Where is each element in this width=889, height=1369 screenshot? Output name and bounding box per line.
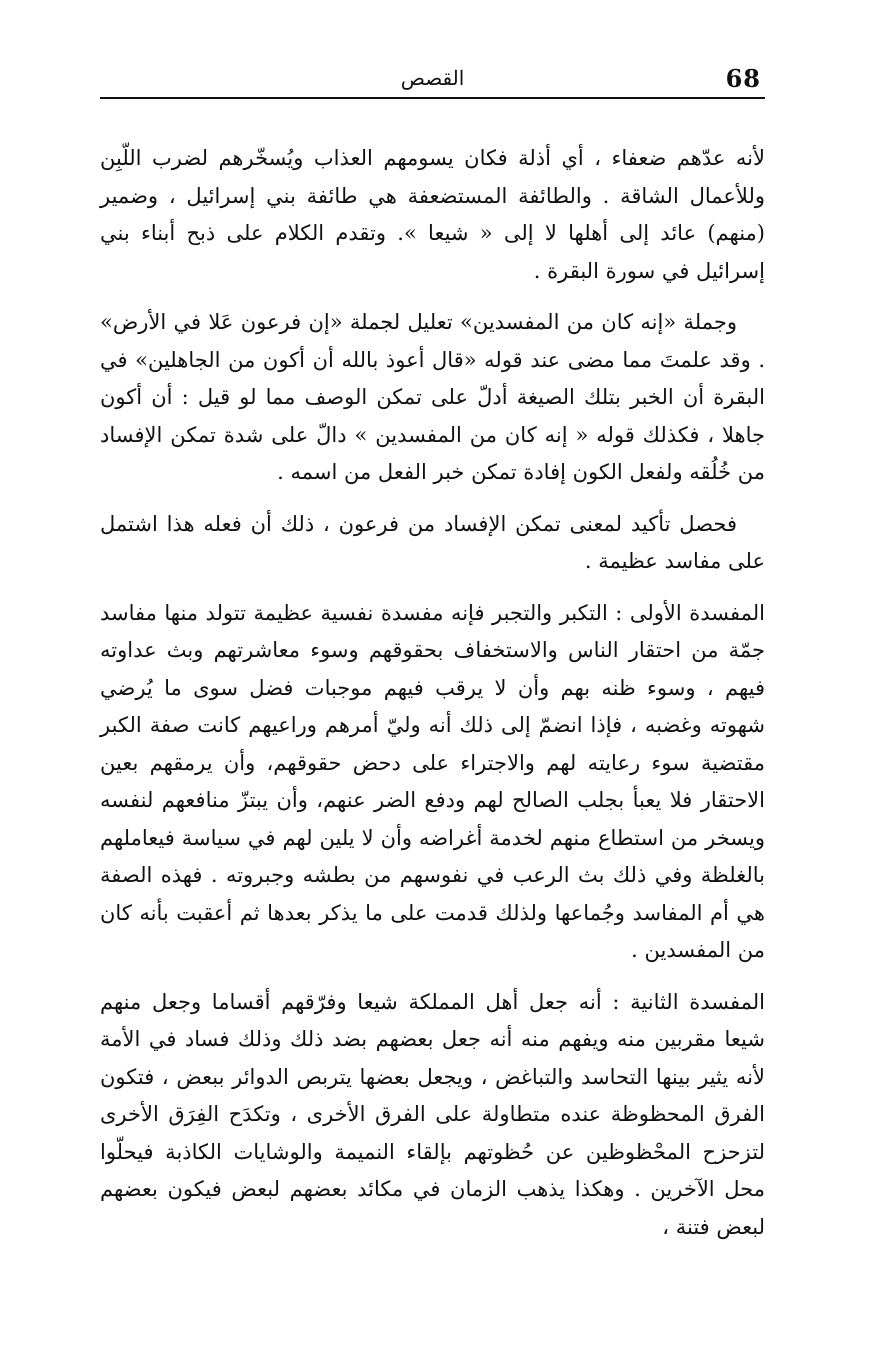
paragraph: فحصل تأكيد لمعنى تمكن الإفساد من فرعون ، ذلك أن فعله هذا اشتمل على مفاسد عظيمة . [100,511,765,573]
header-rule [100,97,765,99]
running-title: القصص [400,66,465,90]
page-header [100,58,765,98]
paragraph: وجملة «إنه كان من المفسدين» تعليل لجملة «إن فرعون عَلا في الأرض» . وقد علمتَ مما مضى عند قوله «قال أعوذ بالله أن أكون من الجاهلين» في البقرة أن الخبر بتلك الصيغة أدلّ على تمكن الوصف مما لو قيل : أن أكون جاهلا ، فكذلك قوله « إنه كان من المفسدين » دالّ على شدة تمكن الإفساد من خُلُقه ولفعل الكون إفادة تمكن خبر الفعل من اسمه . [100,310,765,484]
page-body [100,140,765,1260]
paragraph: لأنه عدّهم ضعفاء ، أي أذلة فكان يسومهم العذاب ويُسخّرهم لضرب اللّبِن وللأعمال الشاقة . والطائفة المستضعفة هي طائفة بني إسرائيل ، وضمير (منهم) عائد إلى أهلها لا إلى « شيعا ». وتقدم الكلام على ذبح أبناء بني إسرائيل في سورة البقرة . [100,146,765,283]
paragraph: المفسدة الثانية : أنه جعل أهل المملكة شيعا وفرّقهم أقساما وجعل منهم شيعا مقربين منه ويفهم منه أنه جعل بعضهم بضد ذلك وذلك فساد في الأمة لأنه يثير بينها التحاسد والتباغض ، ويجعل بعضها يتربص الدوائر ببعض ، فتكون الفرق المحظوظة عنده متطاولة على الفرق الأخرى ، وتكدَح الفِرَق الأخرى لتزحزح المحْظوظين عن حُظوتهم بإلقاء النميمة والوشايات الكاذبة فيحلّوا محل الآخرين . وهكذا يذهب الزمان في مكائد بعضهم لبعض فيكون بعضهم لبعض فتنة ، [100,989,765,1239]
paragraph: المفسدة الأولى : التكبر والتجبر فإنه مفسدة نفسية عظيمة تتولد منها مفاسد جمّة من احتقار الناس والاستخفاف بحقوقهم وسوء معاشرتهم وبث عداوته فيهم ، وسوء ظنه بهم وأن لا يرقب فيهم موجبات فضل سوى ما يُرضي شهوته وغضبه ، فإذا انضمّ إلى ذلك أنه وليّ أمرهم وراعيهم كانت صفة الكبر مقتضية سوء رعايته لهم والاجتراء على دحض حقوقهم، وأن يرمقهم بعين الاحتقار فلا يعبأ بجلب الصالح لهم ودفع الضر عنهم، وأن يبتزّ منافعهم لنفسه ويسخر من استطاع منهم لخدمة أغراضه وأن لا يلين لهم في سياسة فيعاملهم بالغلظة وفي ذلك بث الرعب في نفوسهم من بطشه وجبروته . فهذه الصفة هي أم المفاسد وجُماعها ولذلك قدمت على ما يذكر بعدها ثم أعقبت بأنه كان من المفسدين . [100,600,765,962]
page-number: 68 [725,64,761,93]
